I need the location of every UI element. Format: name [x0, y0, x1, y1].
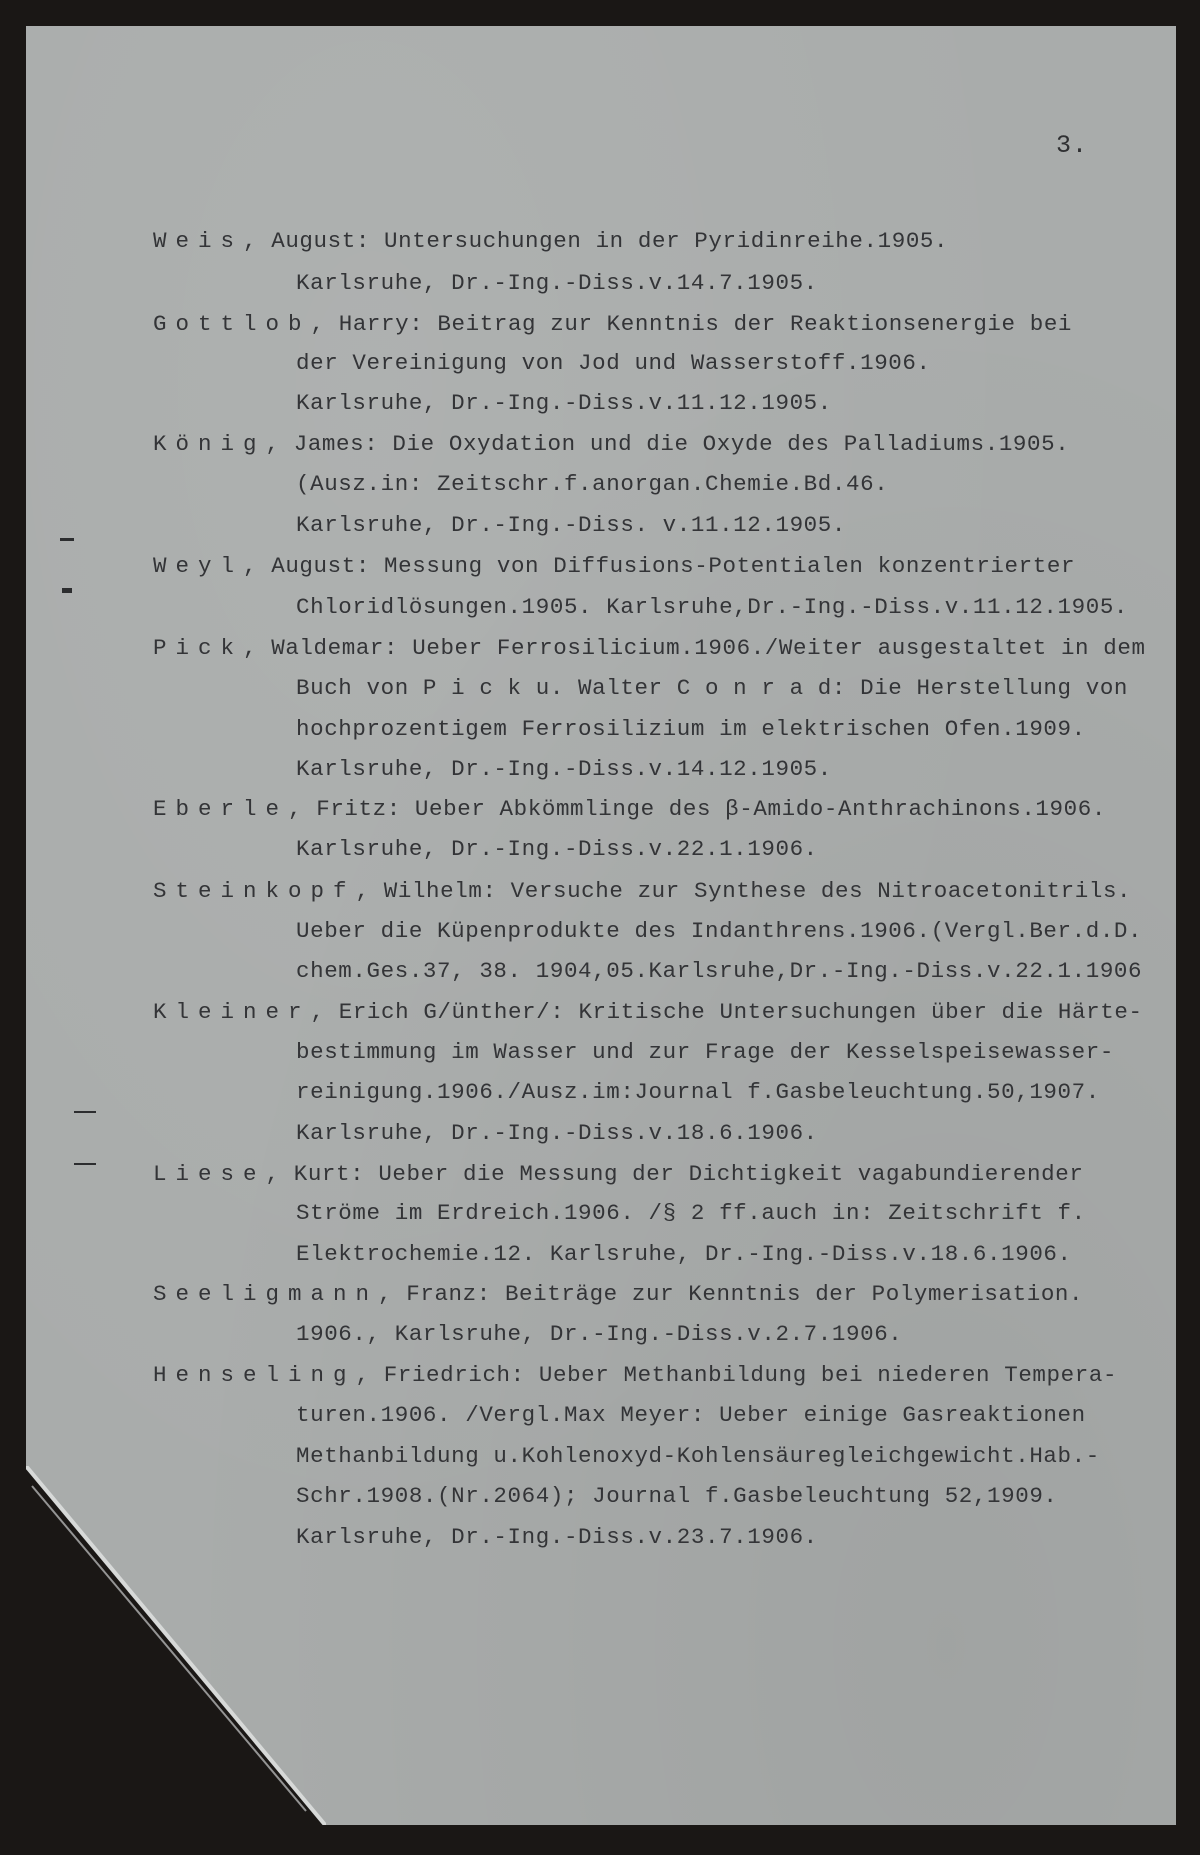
entry-koenig-line-1	[153, 429, 1069, 459]
entry-text: , Waldemar: Ueber Ferrosilicium.1906./Weiter ausgestaltet in dem	[243, 635, 1146, 661]
entry-eberle-line-1	[153, 794, 1106, 824]
entry-text: , Harry: Beitrag zur Kenntnis der Reaktionsenergie bei	[310, 311, 1073, 337]
document-page	[26, 26, 1176, 1825]
surname: Henseling	[153, 1362, 356, 1388]
entry-kleiner-line-2: bestimmung im Wasser und zur Frage der Kesselspeisewasser-	[296, 1039, 1114, 1065]
surname: Eberle	[153, 796, 289, 822]
entry-steinkopf-line-3: chem.Ges.37, 38. 1904,05.Karlsruhe,Dr.-Ing.-Diss.v.22.1.1906	[296, 958, 1143, 984]
surname: Weis	[153, 228, 244, 254]
entry-gottlob-line-3: Karlsruhe, Dr.-Ing.-Diss.v.11.12.1905.	[296, 390, 832, 416]
entry-text: , Friedrich: Ueber Methanbildung bei niederen Tempera-	[355, 1362, 1118, 1388]
entry-liese-line-1	[153, 1159, 1083, 1189]
entry-text: , Wilhelm: Versuche zur Synthese des Nitroacetonitrils.	[355, 878, 1132, 904]
entry-henseling-line-4: Schr.1908.(Nr.2064); Journal f.Gasbeleuchtung 52,1909.	[296, 1483, 1058, 1509]
bibliography-list	[26, 26, 1176, 1825]
entry-steinkopf-line-1	[153, 876, 1131, 906]
entry-gottlob-line-1	[153, 309, 1072, 339]
entry-text: , James: Die Oxydation und die Oxyde des Palladiums.1905.	[265, 431, 1070, 457]
surname: Seeligmann	[153, 1281, 379, 1307]
entry-pick-line-2: Buch von P i c k u. Walter C o n r a d: Die Herstellung von	[296, 675, 1129, 701]
entry-text: , Erich G/ünther/: Kritische Untersuchungen über die Härte-	[310, 999, 1143, 1025]
entry-text: , August: Untersuchungen in der Pyridinreihe.1905.	[243, 228, 949, 254]
entry-henseling-line-3: Methanbildung u.Kohlenoxyd-Kohlensäuregleichgewicht.Hab.-	[296, 1443, 1100, 1469]
entry-text: , Kurt: Ueber die Messung der Dichtigkeit vagabundierender	[265, 1161, 1084, 1187]
entry-weis-line-1	[153, 226, 948, 256]
entry-text: , Franz: Beiträge zur Kenntnis der Polymerisation.	[378, 1281, 1084, 1307]
entry-kleiner-line-1	[153, 997, 1143, 1027]
entry-weis-line-2: Karlsruhe, Dr.-Ing.-Diss.v.14.7.1905.	[296, 270, 818, 296]
surname: Kleiner	[153, 999, 311, 1025]
surname: Liese	[153, 1161, 266, 1187]
entry-henseling-line-5: Karlsruhe, Dr.-Ing.-Diss.v.23.7.1906.	[296, 1524, 818, 1550]
entry-eberle-line-2: Karlsruhe, Dr.-Ing.-Diss.v.22.1.1906.	[296, 836, 818, 862]
surname: König	[153, 431, 266, 457]
entry-steinkopf-line-2: Ueber die Küpenprodukte des Indanthrens.1906.(Vergl.Ber.d.D.	[296, 918, 1143, 944]
surname: Pick	[153, 635, 244, 661]
entry-koenig-line-3: Karlsruhe, Dr.-Ing.-Diss. v.11.12.1905.	[296, 512, 846, 538]
entry-text: , Fritz: Ueber Abkömmlinge des β-Amido-Anthrachinons.1906.	[288, 796, 1106, 822]
entry-seeligmann-line-2: 1906., Karlsruhe, Dr.-Ing.-Diss.v.2.7.1906.	[296, 1321, 903, 1347]
entry-text: , August: Messung von Diffusions-Potentialen konzentrierter	[243, 553, 1076, 579]
entry-henseling-line-1	[153, 1360, 1117, 1390]
entry-kleiner-line-3: reinigung.1906./Ausz.im:Journal f.Gasbeleuchtung.50,1907.	[296, 1079, 1100, 1105]
entry-pick-line-3: hochprozentigem Ferrosilizium im elektrischen Ofen.1909.	[296, 716, 1086, 742]
entry-pick-line-4: Karlsruhe, Dr.-Ing.-Diss.v.14.12.1905.	[296, 756, 832, 782]
entry-weyl-line-2: Chloridlösungen.1905. Karlsruhe,Dr.-Ing.-Diss.v.11.12.1905.	[296, 594, 1129, 620]
surname: Gottlob	[153, 311, 311, 337]
entry-kleiner-line-4: Karlsruhe, Dr.-Ing.-Diss.v.18.6.1906.	[296, 1120, 818, 1146]
entry-liese-line-3: Elektrochemie.12. Karlsruhe, Dr.-Ing.-Diss.v.18.6.1906.	[296, 1241, 1072, 1267]
entry-weyl-line-1	[153, 551, 1075, 581]
entry-gottlob-line-2: der Vereinigung von Jod und Wasserstoff.1906.	[296, 350, 931, 376]
entry-liese-line-2: Ströme im Erdreich.1906. /§ 2 ff.auch in: Zeitschrift f.	[296, 1200, 1086, 1226]
page-number: 3.	[1056, 131, 1089, 160]
entry-seeligmann-line-1	[153, 1279, 1083, 1309]
entry-pick-line-1	[153, 633, 1146, 663]
entry-koenig-line-2: (Ausz.in: Zeitschr.f.anorgan.Chemie.Bd.46.	[296, 471, 889, 497]
surname: Weyl	[153, 553, 244, 579]
surname: Steinkopf	[153, 878, 356, 904]
entry-henseling-line-2: turen.1906. /Vergl.Max Meyer: Ueber einige Gasreaktionen	[296, 1402, 1086, 1428]
